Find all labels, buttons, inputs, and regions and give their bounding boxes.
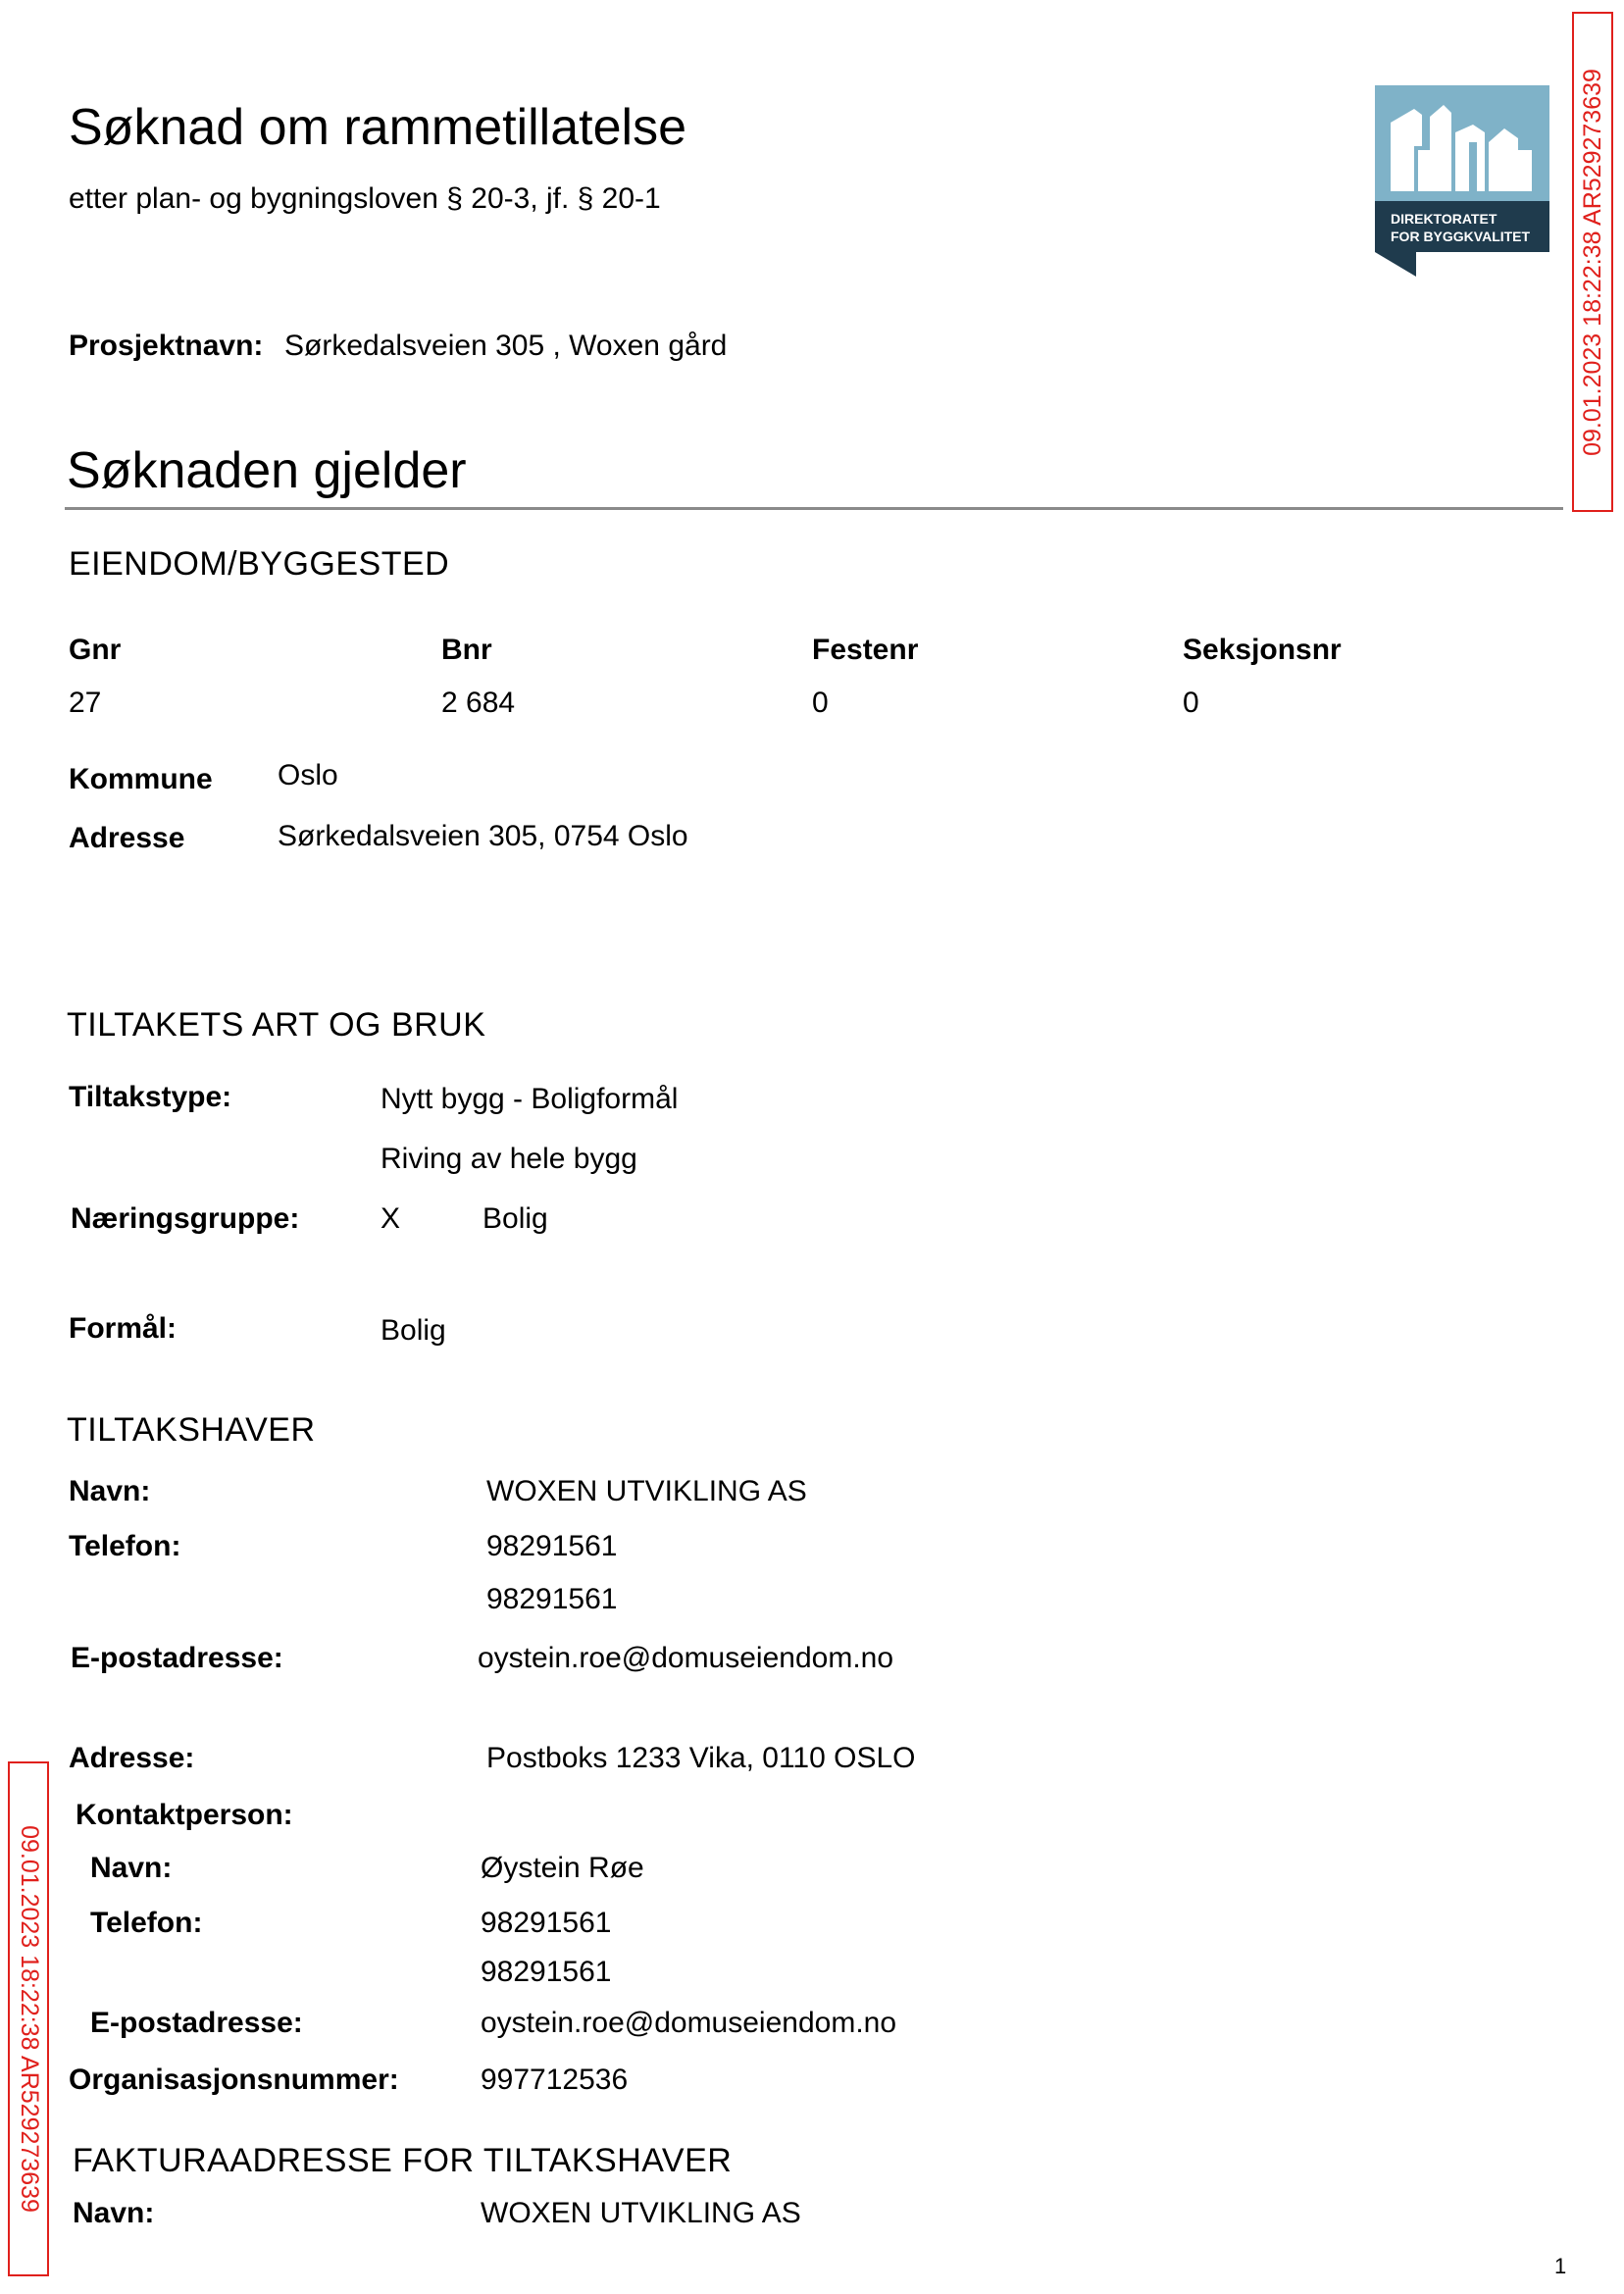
project-value: Sørkedalsveien 305 , Woxen gård: [284, 330, 728, 362]
dibk-logo-graphic: [1375, 85, 1549, 277]
tiltakshaver-navn-label: Navn:: [69, 1475, 151, 1507]
timestamp-stamp-left-text: 09.01.2023 18:22:38 AR529273639: [15, 1825, 43, 2213]
gnr-label: Gnr: [69, 634, 122, 666]
bnr-value: 2 684: [441, 687, 516, 719]
kontakt-telefon-value-2: 98291561: [481, 1956, 612, 1988]
kommune-value: Oslo: [278, 759, 338, 791]
kontakt-epost-label: E-postadresse:: [90, 2007, 303, 2039]
formal-label: Formål:: [69, 1312, 178, 1345]
document-title: Søknad om rammetillatelse: [69, 99, 686, 156]
gnr-value: 27: [69, 687, 102, 719]
naeringsgruppe-code: X: [381, 1202, 401, 1235]
timestamp-stamp-top-text: 09.01.2023 18:22:38 AR529273639: [1578, 68, 1606, 456]
faktura-heading: FAKTURAADRESSE FOR TILTAKSHAVER: [73, 2142, 733, 2179]
tiltakshaver-epost-value: oystein.roe@domuseiendom.no: [478, 1642, 894, 1674]
tiltakstype-label: Tiltakstype:: [69, 1081, 232, 1113]
tiltak-heading: TILTAKETS ART OG BRUK: [67, 1006, 486, 1044]
kontaktperson-label: Kontaktperson:: [76, 1799, 293, 1831]
naeringsgruppe-value: Bolig: [482, 1202, 548, 1235]
seksjonsnr-value: 0: [1183, 687, 1199, 719]
logo-tail: [1375, 252, 1416, 277]
faktura-navn-value: WOXEN UTVIKLING AS: [481, 2197, 801, 2229]
tiltakshaver-telefon-value-1: 98291561: [486, 1530, 618, 1562]
timestamp-stamp-left: [8, 1761, 49, 2276]
tiltakshaver-navn-value: WOXEN UTVIKLING AS: [486, 1475, 807, 1507]
project-label: Prosjektnavn:: [69, 330, 264, 362]
kontakt-navn-value: Øystein Røe: [481, 1852, 644, 1884]
timestamp-stamp-top: [1572, 12, 1613, 512]
kontakt-epost-value: oystein.roe@domuseiendom.no: [481, 2007, 897, 2039]
tiltakshaver-epost-label: E-postadresse:: [71, 1642, 283, 1674]
section-divider: [65, 507, 1563, 510]
logo-middle-band: [1375, 201, 1549, 252]
tiltakshaver-telefon-value-2: 98291561: [486, 1583, 618, 1615]
dibk-logo: [1375, 85, 1549, 277]
seksjonsnr-label: Seksjonsnr: [1183, 634, 1342, 666]
formal-value: Bolig: [381, 1314, 446, 1347]
page-number: 1: [1554, 2254, 1567, 2278]
tiltakstype-value-1: Nytt bygg - Boligformål: [381, 1083, 679, 1115]
document-subtitle: etter plan- og bygningsloven § 20-3, jf. § 20-1: [69, 182, 661, 215]
logo-line1: DIREKTORATET: [1391, 211, 1497, 227]
kontakt-navn-label: Navn:: [90, 1852, 173, 1884]
bnr-label: Bnr: [441, 634, 492, 666]
section-heading: Søknaden gjelder: [67, 442, 467, 499]
orgnr-label: Organisasjonsnummer:: [69, 2064, 399, 2096]
faktura-navn-label: Navn:: [73, 2197, 155, 2229]
tiltakstype-value-2: Riving av hele bygg: [381, 1143, 637, 1175]
tiltakshaver-telefon-label: Telefon:: [69, 1530, 181, 1562]
kontakt-telefon-label: Telefon:: [90, 1907, 203, 1939]
kontakt-telefon-value-1: 98291561: [481, 1907, 612, 1939]
logo-line2: FOR BYGGKVALITET: [1391, 229, 1531, 244]
tiltakshaver-adresse-label: Adresse:: [69, 1742, 195, 1774]
kommune-label: Kommune: [69, 763, 213, 795]
tiltakshaver-adresse-value: Postboks 1233 Vika, 0110 OSLO: [486, 1742, 916, 1774]
adresse-label: Adresse: [69, 822, 185, 854]
festenr-label: Festenr: [812, 634, 919, 666]
festenr-value: 0: [812, 687, 829, 719]
eiendom-heading: EIENDOM/BYGGESTED: [69, 545, 450, 583]
naeringsgruppe-label: Næringsgruppe:: [71, 1202, 300, 1235]
adresse-value: Sørkedalsveien 305, 0754 Oslo: [278, 820, 688, 852]
orgnr-value: 997712536: [481, 2064, 629, 2096]
tiltakshaver-heading: TILTAKSHAVER: [67, 1411, 316, 1449]
